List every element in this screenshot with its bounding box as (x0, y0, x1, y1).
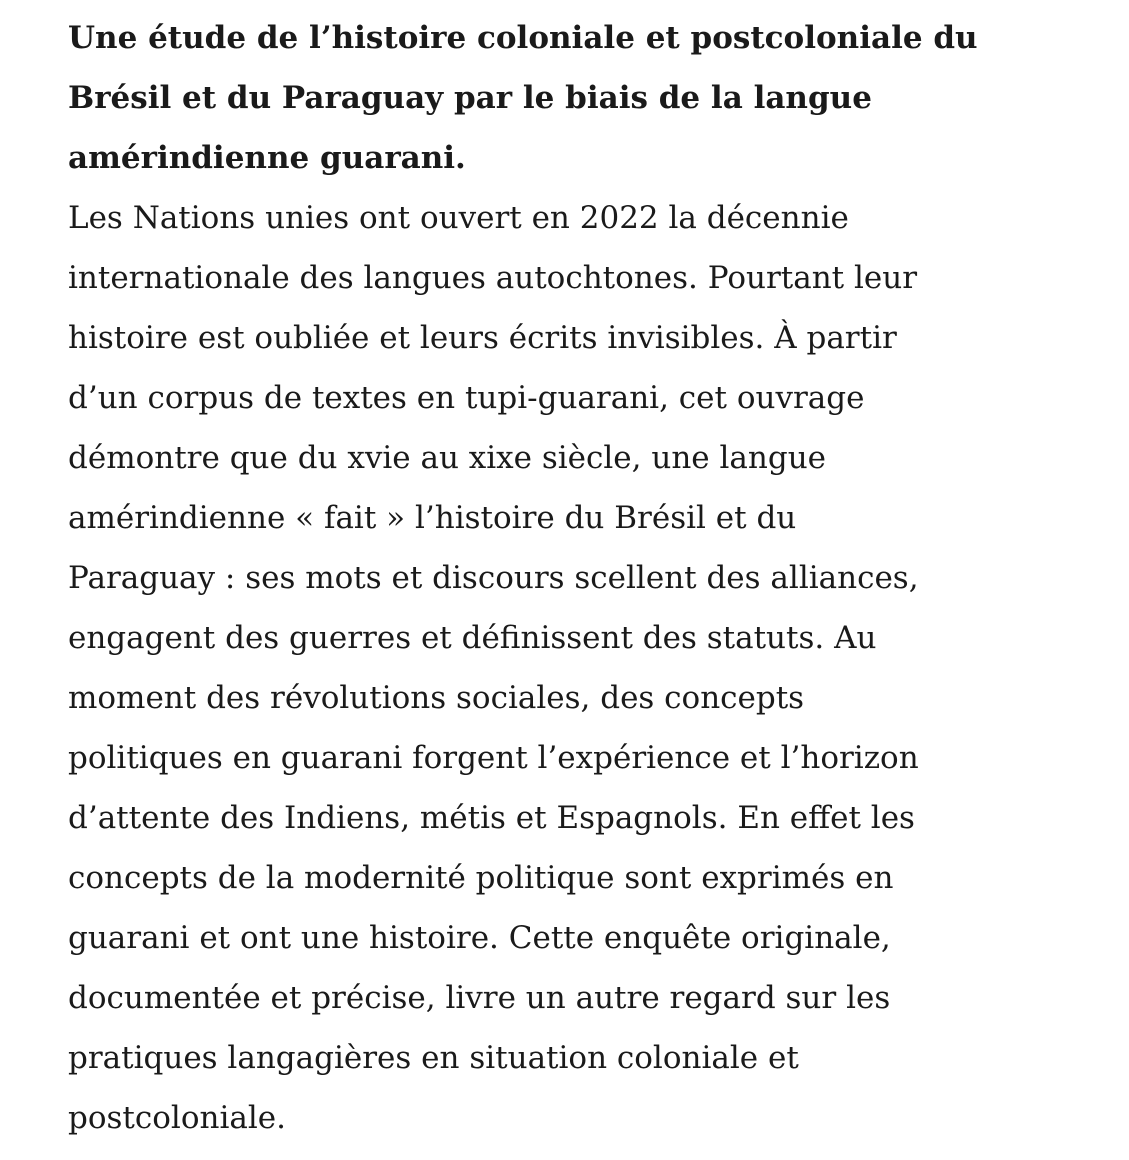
heading-line: Une étude de l’histoire coloniale et postcoloniale du (68, 20, 978, 56)
body-line: moment des révolutions sociales, des concepts (68, 680, 805, 716)
body-line: amérindienne « fait » l’histoire du Brésil et du (68, 500, 797, 536)
body-line: d’un corpus de textes en tupi-guarani, cet ouvrage (68, 380, 865, 416)
body-line: pratiques langagières en situation coloniale et (68, 1040, 799, 1076)
description-heading (68, 8, 978, 188)
body-line: internationale des langues autochtones. Pourtant leur (68, 260, 918, 296)
body-line: engagent des guerres et définissent des statuts. Au (68, 620, 877, 656)
description-body (68, 188, 978, 1148)
body-line: concepts de la modernité politique sont exprimés en (68, 860, 894, 896)
body-line: d’attente des Indiens, métis et Espagnols. En effet les (68, 800, 915, 836)
book-description (68, 8, 978, 1148)
heading-line: Brésil et du Paraguay par le biais de la langue (68, 80, 872, 116)
body-line: documentée et précise, livre un autre regard sur les (68, 980, 891, 1016)
body-line: guarani et ont une histoire. Cette enquête originale, (68, 920, 891, 956)
body-line: politiques en guarani forgent l’expérience et l’horizon (68, 740, 919, 776)
heading-line: amérindienne guarani. (68, 140, 466, 176)
body-line: Les Nations unies ont ouvert en 2022 la décennie (68, 200, 849, 236)
body-line: histoire est oubliée et leurs écrits invisibles. À partir (68, 320, 897, 356)
body-line: démontre que du xvie au xixe siècle, une langue (68, 440, 827, 476)
body-line: Paraguay : ses mots et discours scellent des alliances, (68, 560, 919, 596)
body-line: postcoloniale. (68, 1100, 286, 1136)
